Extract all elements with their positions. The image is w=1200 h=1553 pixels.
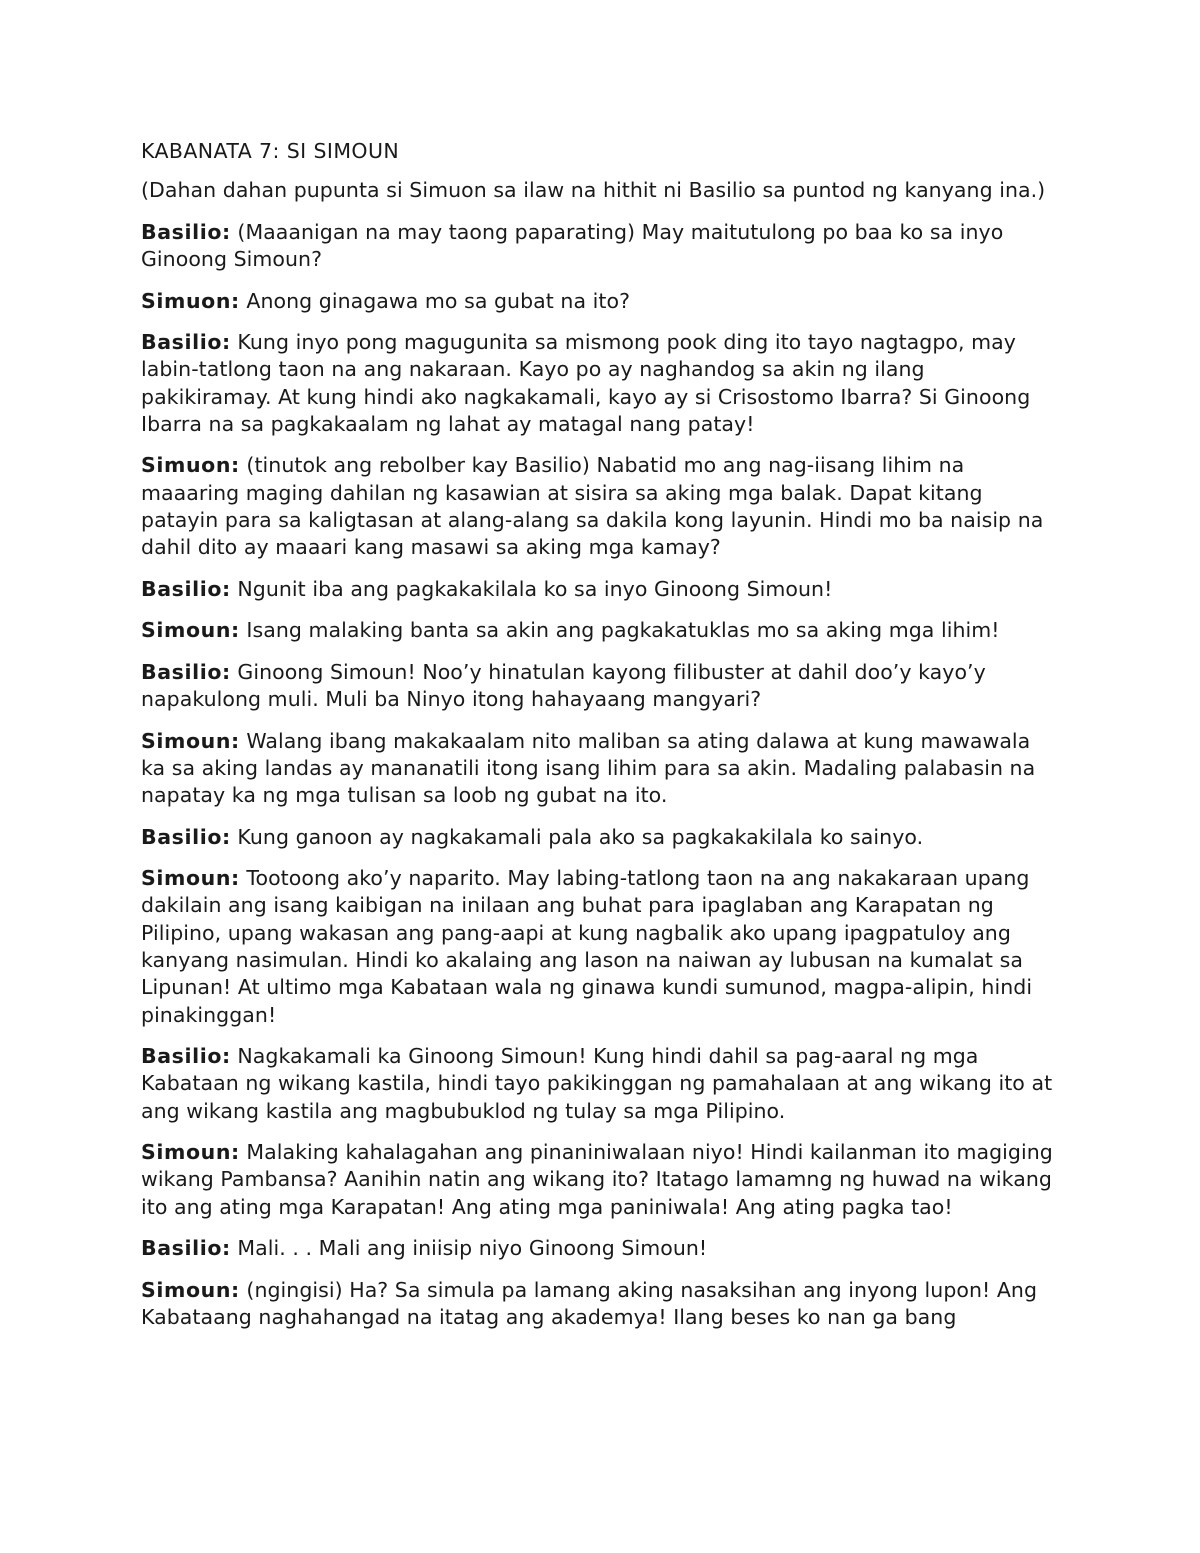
dialogue-line: [141, 659, 1061, 714]
dialogue-line: [141, 1139, 1061, 1221]
chapter-title: KABANATA 7: SI SIMOUN: [141, 139, 400, 163]
speaker-label: Basilio:: [141, 1044, 231, 1069]
dialogue-line: [141, 1043, 1061, 1125]
speaker-label: Simoun:: [141, 1140, 240, 1165]
stage-direction: (Dahan dahan pupunta si Simuon sa ilaw na hithit ni Basilio sa puntod ng kanyang ina.): [141, 178, 1046, 203]
dialogue-line: [141, 329, 1061, 438]
speaker-label: Simoun:: [141, 1277, 240, 1302]
speaker-label: Simoun:: [141, 728, 240, 753]
speaker-label: Simoun:: [141, 866, 240, 891]
speaker-label: Basilio:: [141, 576, 231, 601]
speaker-label: Simuon:: [141, 288, 240, 313]
dialogue-text: Tootoong ako’y naparito. May labing-tatlong taon na ang nakakaraan upang dakilain ang isang kaibigan na inilaan ang buhat para ipaglaban ang Karapatan ng Pilipino, upang wakasan ang pang-aapi at kung nagbalik ako upang ipagpatuloy ang kanyang nasimulan. Hindi ko akalaing ang lason na naiwan ay lubusan na kumalat sa Lipunan! At ultimo mga Kabataan wala ng ginawa kundi sumunod, magpa-alipin, hindi pinakinggan!: [141, 866, 1033, 1027]
dialogue-text: Anong ginagawa mo sa gubat na ito?: [239, 288, 631, 313]
dialogue-line: [141, 865, 1061, 1029]
dialogue-text: (ngingisi) Ha? Sa simula pa lamang aking nasaksihan ang inyong lupon! Ang Kabataang naghahangad na itatag ang akademya! Ilang beses ko nan ga bang: [141, 1277, 1038, 1330]
dialogue-text: Malaking kahalagahan ang pinaniniwalaan niyo! Hindi kailanman ito magiging wikang Pambansa? Aanihin natin ang wikang ito? Itatago lamamng ng huwad na wikang ito ang ating mga Karapatan! Ang ating mga paniniwala! Ang ating pagka tao!: [141, 1140, 1053, 1219]
speaker-label: Basilio:: [141, 330, 231, 355]
dialogue-text: Ginoong Simoun! Noo’y hinatulan kayong filibuster at dahil doo’y kayo’y napakulong muli. Muli ba Ninyo itong hahayaang mangyari?: [141, 659, 986, 712]
dialogue-line: [141, 576, 1061, 603]
dialogue-text: Nagkakamali ka Ginoong Simoun! Kung hindi dahil sa pag-aaral ng mga Kabataan ng wikang kastila, hindi tayo pakikinggan ng pamahalaan at ang wikang ito at ang wikang kastila ang magbubuklod ng tulay sa mga Pilipino.: [141, 1044, 1053, 1123]
dialogue-text: Walang ibang makakaalam nito maliban sa ating dalawa at kung mawawala ka sa aking landas ay mananatili itong isang lihim para sa akin. Madaling palabasin na napatay ka ng mga tulisan sa loob ng gubat na ito.: [141, 728, 1036, 808]
dialogue-text: (tinutok ang rebolber kay Basilio) Nabatid mo ang nag-iisang lihim na maaaring maging dahilan ng kasawian at sisira sa aking mga balak. Dapat kitang patayin para sa kaligtasan at alang-alang sa dakila kong layunin. Hindi mo ba naisip na dahil dito ay maaari kang masawi sa aking mga kamay?: [141, 453, 1044, 560]
document-body: [141, 138, 1061, 1346]
speaker-label: Simuon:: [141, 453, 240, 478]
speaker-label: Basilio:: [141, 1236, 231, 1261]
dialogue-text: (Maaanigan na may taong paparating) May maitutulong po baa ko sa inyo Ginoong Simoun?: [141, 219, 1004, 272]
dialogue-text: Kung inyo pong magugunita sa mismong pook ding ito tayo nagtagpo, may labin-tatlong taon na ang nakaraan. Kayo po ay naghandog sa akin ng ilang pakikiramay. At kung hindi ako nagkakamali, kayo ay si Crisostomo Ibarra? Si Ginoong Ibarra na sa pagkakaalam ng lahat ay matagal nang patay!: [141, 330, 1031, 436]
dialogue-line: [141, 617, 1061, 644]
speaker-label: Basilio:: [141, 219, 231, 244]
dialogue-line: [141, 219, 1061, 274]
dialogue-line: [141, 1235, 1061, 1262]
dialogue-line: [141, 288, 1061, 315]
speaker-label: Basilio:: [141, 659, 231, 684]
dialogue-line: [141, 452, 1061, 561]
dialogue-text: Kung ganoon ay nagkakamali pala ako sa pagkakakilala ko sainyo.: [230, 824, 924, 849]
dialogue-text: Ngunit iba ang pagkakakilala ko sa inyo Ginoong Simoun!: [230, 576, 833, 601]
dialogue-text: Mali. . . Mali ang iniisip niyo Ginoong Simoun!: [230, 1236, 708, 1261]
dialogue-line: [141, 824, 1061, 851]
dialogue-line: [141, 1277, 1061, 1332]
speaker-label: Basilio:: [141, 824, 231, 849]
dialogue-line: [141, 728, 1061, 810]
speaker-label: Simoun:: [141, 618, 240, 643]
dialogue-text: Isang malaking banta sa akin ang pagkakatuklas mo sa aking mga lihim!: [239, 618, 1000, 643]
